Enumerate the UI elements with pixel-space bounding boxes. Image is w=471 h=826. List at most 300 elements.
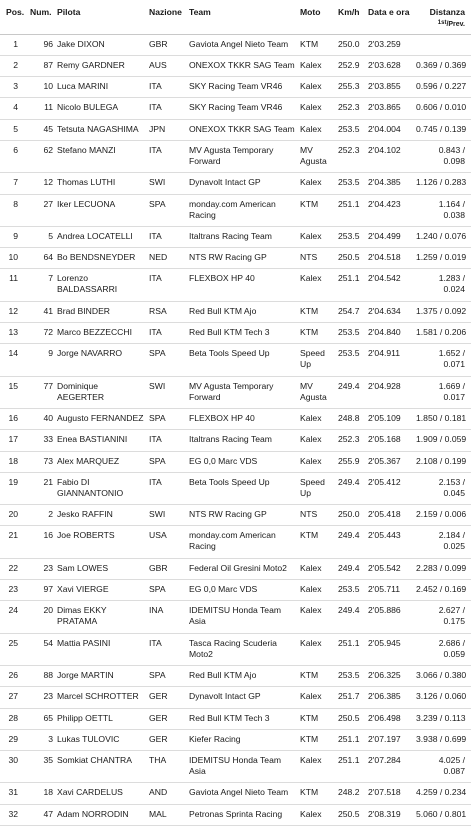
cell-time: 2'04.518 xyxy=(366,248,414,269)
col-header-kmh: Km/h xyxy=(336,0,366,34)
cell-time: 2'04.102 xyxy=(366,140,414,172)
table-row xyxy=(0,601,471,633)
cell-num: 62 xyxy=(28,140,55,172)
cell-nation: ITA xyxy=(147,77,187,98)
cell-bike: KTM xyxy=(298,708,336,729)
cell-num: 10 xyxy=(28,77,55,98)
cell-rider: Alex MARQUEZ xyxy=(55,451,147,472)
cell-pos: 28 xyxy=(0,708,28,729)
cell-time: 2'04.385 xyxy=(366,173,414,194)
cell-num: 88 xyxy=(28,665,55,686)
cell-time: 2'05.412 xyxy=(366,472,414,504)
cell-time: 2'05.109 xyxy=(366,408,414,429)
col-header-nation: Nazione xyxy=(147,0,187,34)
cell-num: 97 xyxy=(28,580,55,601)
cell-gap xyxy=(414,34,471,55)
cell-team: Red Bull KTM Tech 3 xyxy=(187,323,298,344)
cell-nation: ITA xyxy=(147,98,187,119)
col-header-rider: Pilota xyxy=(55,0,147,34)
col-header-num: Num. xyxy=(28,0,55,34)
table-row xyxy=(0,323,471,344)
cell-bike: MV Agusta xyxy=(298,140,336,172)
cell-nation: SWI xyxy=(147,173,187,194)
cell-num: 21 xyxy=(28,472,55,504)
cell-bike: Kalex xyxy=(298,601,336,633)
cell-gap: 1.164 / 0.038 xyxy=(414,194,471,226)
cell-pos: 6 xyxy=(0,140,28,172)
cell-nation: ITA xyxy=(147,472,187,504)
cell-rider: Andrea LOCATELLI xyxy=(55,226,147,247)
cell-team: Federal Oil Gresini Moto2 xyxy=(187,558,298,579)
cell-nation: GER xyxy=(147,687,187,708)
cell-rider: Xavi CARDELUS xyxy=(55,783,147,804)
cell-team: Petronas Sprinta Racing xyxy=(187,804,298,825)
cell-bike: KTM xyxy=(298,783,336,804)
cell-rider: Dominique AEGERTER xyxy=(55,376,147,408)
cell-rider: Nicolo BULEGA xyxy=(55,98,147,119)
cell-kmh: 252.3 xyxy=(336,430,366,451)
cell-pos: 4 xyxy=(0,98,28,119)
cell-num: 54 xyxy=(28,633,55,665)
cell-rider: Lukas TULOVIC xyxy=(55,729,147,750)
cell-gap: 0.745 / 0.139 xyxy=(414,119,471,140)
cell-gap: 1.259 / 0.019 xyxy=(414,248,471,269)
cell-team: Beta Tools Speed Up xyxy=(187,472,298,504)
cell-nation: ITA xyxy=(147,269,187,301)
cell-bike: Kalex xyxy=(298,687,336,708)
cell-kmh: 249.4 xyxy=(336,526,366,558)
cell-rider: Joe ROBERTS xyxy=(55,526,147,558)
cell-bike: NTS xyxy=(298,248,336,269)
cell-kmh: 251.1 xyxy=(336,269,366,301)
col-header-gap xyxy=(414,0,471,34)
cell-nation: SPA xyxy=(147,408,187,429)
cell-pos: 18 xyxy=(0,451,28,472)
cell-team: Kiefer Racing xyxy=(187,729,298,750)
cell-kmh: 253.5 xyxy=(336,665,366,686)
cell-bike: Speed Up xyxy=(298,344,336,376)
cell-rider: Philipp OETTL xyxy=(55,708,147,729)
cell-team: monday.com American Racing xyxy=(187,526,298,558)
cell-time: 2'03.865 xyxy=(366,98,414,119)
cell-rider: Jorge MARTIN xyxy=(55,665,147,686)
cell-bike: Kalex xyxy=(298,633,336,665)
cell-num: 87 xyxy=(28,55,55,76)
cell-bike: KTM xyxy=(298,301,336,322)
cell-team: SKY Racing Team VR46 xyxy=(187,98,298,119)
cell-pos: 15 xyxy=(0,376,28,408)
cell-bike: Speed Up xyxy=(298,472,336,504)
cell-rider: Jake DIXON xyxy=(55,34,147,55)
cell-gap: 3.126 / 0.060 xyxy=(414,687,471,708)
cell-kmh: 251.7 xyxy=(336,687,366,708)
cell-pos: 19 xyxy=(0,472,28,504)
cell-nation: RSA xyxy=(147,301,187,322)
cell-gap: 3.938 / 0.699 xyxy=(414,729,471,750)
cell-team: IDEMITSU Honda Team Asia xyxy=(187,601,298,633)
cell-team: EG 0,0 Marc VDS xyxy=(187,580,298,601)
cell-team: Dynavolt Intact GP xyxy=(187,173,298,194)
cell-num: 65 xyxy=(28,708,55,729)
cell-rider: Fabio DI GIANNANTONIO xyxy=(55,472,147,504)
cell-team: Italtrans Racing Team xyxy=(187,430,298,451)
cell-num: 16 xyxy=(28,526,55,558)
cell-pos: 14 xyxy=(0,344,28,376)
cell-team: ONEXOX TKKR SAG Team xyxy=(187,55,298,76)
cell-team: Tasca Racing Scuderia Moto2 xyxy=(187,633,298,665)
cell-pos: 13 xyxy=(0,323,28,344)
table-row xyxy=(0,558,471,579)
cell-gap: 1.126 / 0.283 xyxy=(414,173,471,194)
cell-kmh: 255.3 xyxy=(336,77,366,98)
cell-team: monday.com American Racing xyxy=(187,194,298,226)
cell-bike: Kalex xyxy=(298,226,336,247)
cell-pos: 32 xyxy=(0,804,28,825)
cell-num: 12 xyxy=(28,173,55,194)
cell-num: 27 xyxy=(28,194,55,226)
cell-rider: Enea BASTIANINI xyxy=(55,430,147,451)
cell-num: 35 xyxy=(28,751,55,783)
cell-pos: 21 xyxy=(0,526,28,558)
cell-rider: Iker LECUONA xyxy=(55,194,147,226)
cell-bike: KTM xyxy=(298,323,336,344)
table-row xyxy=(0,55,471,76)
col-header-team: Team xyxy=(187,0,298,34)
cell-bike: Kalex xyxy=(298,451,336,472)
cell-bike: Kalex xyxy=(298,558,336,579)
cell-rider: Bo BENDSNEYDER xyxy=(55,248,147,269)
table-row xyxy=(0,269,471,301)
cell-time: 2'07.197 xyxy=(366,729,414,750)
cell-kmh: 249.4 xyxy=(336,558,366,579)
cell-kmh: 253.5 xyxy=(336,226,366,247)
cell-pos: 20 xyxy=(0,505,28,526)
cell-bike: KTM xyxy=(298,729,336,750)
cell-kmh: 252.3 xyxy=(336,140,366,172)
table-row xyxy=(0,665,471,686)
cell-kmh: 255.9 xyxy=(336,451,366,472)
cell-num: 18 xyxy=(28,783,55,804)
cell-nation: ITA xyxy=(147,323,187,344)
cell-rider: Brad BINDER xyxy=(55,301,147,322)
cell-bike: Kalex xyxy=(298,77,336,98)
table-row xyxy=(0,783,471,804)
cell-pos: 5 xyxy=(0,119,28,140)
cell-team: NTS RW Racing GP xyxy=(187,248,298,269)
cell-num: 41 xyxy=(28,301,55,322)
cell-rider: Mattia PASINI xyxy=(55,633,147,665)
cell-bike: Kalex xyxy=(298,173,336,194)
cell-gap: 1.669 / 0.017 xyxy=(414,376,471,408)
cell-gap: 0.369 / 0.369 xyxy=(414,55,471,76)
cell-rider: Luca MARINI xyxy=(55,77,147,98)
cell-bike: Kalex xyxy=(298,580,336,601)
cell-gap: 5.060 / 0.801 xyxy=(414,804,471,825)
table-row xyxy=(0,408,471,429)
cell-team: MV Agusta Temporary Forward xyxy=(187,376,298,408)
cell-nation: GER xyxy=(147,729,187,750)
cell-time: 2'05.886 xyxy=(366,601,414,633)
cell-rider: Augusto FERNANDEZ xyxy=(55,408,147,429)
cell-num: 20 xyxy=(28,601,55,633)
cell-pos: 2 xyxy=(0,55,28,76)
cell-rider: Tetsuta NAGASHIMA xyxy=(55,119,147,140)
cell-rider: Xavi VIERGE xyxy=(55,580,147,601)
cell-time: 2'04.911 xyxy=(366,344,414,376)
cell-gap: 1.581 / 0.206 xyxy=(414,323,471,344)
cell-num: 77 xyxy=(28,376,55,408)
cell-nation: ITA xyxy=(147,226,187,247)
cell-kmh: 251.1 xyxy=(336,729,366,750)
cell-rider: Sam LOWES xyxy=(55,558,147,579)
table-row xyxy=(0,505,471,526)
cell-kmh: 253.5 xyxy=(336,119,366,140)
cell-kmh: 250.0 xyxy=(336,505,366,526)
cell-rider: Adam NORRODIN xyxy=(55,804,147,825)
cell-nation: SWI xyxy=(147,505,187,526)
cell-num: 23 xyxy=(28,687,55,708)
cell-nation: SWI xyxy=(147,376,187,408)
table-row xyxy=(0,119,471,140)
col-header-gap-sup: 1st xyxy=(437,20,447,26)
cell-team: ONEXOX TKKR SAG Team xyxy=(187,119,298,140)
cell-bike: Kalex xyxy=(298,430,336,451)
cell-gap: 1.375 / 0.092 xyxy=(414,301,471,322)
cell-bike: Kalex xyxy=(298,804,336,825)
cell-pos: 26 xyxy=(0,665,28,686)
cell-kmh: 250.5 xyxy=(336,804,366,825)
cell-kmh: 251.1 xyxy=(336,194,366,226)
cell-nation: NED xyxy=(147,248,187,269)
cell-rider: Jorge NAVARRO xyxy=(55,344,147,376)
cell-gap: 2.627 / 0.175 xyxy=(414,601,471,633)
cell-kmh: 248.8 xyxy=(336,408,366,429)
col-header-time: Data e ora xyxy=(366,0,414,34)
cell-team: Italtrans Racing Team xyxy=(187,226,298,247)
cell-time: 2'07.284 xyxy=(366,751,414,783)
cell-gap: 1.283 / 0.024 xyxy=(414,269,471,301)
cell-pos: 17 xyxy=(0,430,28,451)
cell-gap: 2.159 / 0.006 xyxy=(414,505,471,526)
cell-team: Red Bull KTM Ajo xyxy=(187,665,298,686)
cell-kmh: 253.5 xyxy=(336,323,366,344)
cell-time: 2'04.840 xyxy=(366,323,414,344)
cell-team: Gaviota Angel Nieto Team xyxy=(187,34,298,55)
cell-nation: THA xyxy=(147,751,187,783)
cell-kmh: 252.9 xyxy=(336,55,366,76)
cell-kmh: 249.4 xyxy=(336,601,366,633)
cell-bike: Kalex xyxy=(298,269,336,301)
cell-time: 2'06.385 xyxy=(366,687,414,708)
cell-pos: 22 xyxy=(0,558,28,579)
cell-team: FLEXBOX HP 40 xyxy=(187,269,298,301)
cell-rider: Stefano MANZI xyxy=(55,140,147,172)
cell-gap: 1.652 / 0.071 xyxy=(414,344,471,376)
cell-kmh: 248.2 xyxy=(336,783,366,804)
cell-rider: Somkiat CHANTRA xyxy=(55,751,147,783)
cell-nation: ITA xyxy=(147,430,187,451)
cell-nation: SPA xyxy=(147,194,187,226)
cell-time: 2'06.325 xyxy=(366,665,414,686)
table-body xyxy=(0,34,471,826)
cell-time: 2'05.945 xyxy=(366,633,414,665)
cell-team: EG 0,0 Marc VDS xyxy=(187,451,298,472)
cell-time: 2'06.498 xyxy=(366,708,414,729)
cell-pos: 8 xyxy=(0,194,28,226)
cell-pos: 3 xyxy=(0,77,28,98)
cell-num: 2 xyxy=(28,505,55,526)
cell-nation: MAL xyxy=(147,804,187,825)
cell-team: FLEXBOX HP 40 xyxy=(187,408,298,429)
cell-team: Gaviota Angel Nieto Team xyxy=(187,783,298,804)
cell-time: 2'05.418 xyxy=(366,505,414,526)
cell-team: SKY Racing Team VR46 xyxy=(187,77,298,98)
cell-time: 2'04.004 xyxy=(366,119,414,140)
cell-time: 2'05.711 xyxy=(366,580,414,601)
cell-gap: 2.184 / 0.025 xyxy=(414,526,471,558)
table-row xyxy=(0,451,471,472)
cell-gap: 2.108 / 0.199 xyxy=(414,451,471,472)
cell-gap: 2.283 / 0.099 xyxy=(414,558,471,579)
cell-time: 2'05.443 xyxy=(366,526,414,558)
cell-team: Beta Tools Speed Up xyxy=(187,344,298,376)
cell-time: 2'05.367 xyxy=(366,451,414,472)
table-row xyxy=(0,804,471,825)
table-row xyxy=(0,140,471,172)
cell-time: 2'03.259 xyxy=(366,34,414,55)
table-row xyxy=(0,526,471,558)
cell-kmh: 251.1 xyxy=(336,633,366,665)
cell-gap: 1.850 / 0.181 xyxy=(414,408,471,429)
cell-nation: GBR xyxy=(147,34,187,55)
cell-bike: Kalex xyxy=(298,55,336,76)
cell-num: 72 xyxy=(28,323,55,344)
cell-bike: Kalex xyxy=(298,408,336,429)
cell-num: 96 xyxy=(28,34,55,55)
cell-nation: GBR xyxy=(147,558,187,579)
cell-gap: 2.153 / 0.045 xyxy=(414,472,471,504)
cell-nation: GER xyxy=(147,708,187,729)
cell-num: 33 xyxy=(28,430,55,451)
cell-rider: Dimas EKKY PRATAMA xyxy=(55,601,147,633)
cell-bike: KTM xyxy=(298,34,336,55)
cell-num: 73 xyxy=(28,451,55,472)
col-header-bike: Moto xyxy=(298,0,336,34)
cell-bike: NTS xyxy=(298,505,336,526)
cell-pos: 24 xyxy=(0,601,28,633)
table-row xyxy=(0,344,471,376)
cell-bike: KTM xyxy=(298,194,336,226)
cell-time: 2'05.542 xyxy=(366,558,414,579)
cell-team: NTS RW Racing GP xyxy=(187,505,298,526)
col-header-gap-sub: /Prev. xyxy=(446,21,465,28)
cell-gap: 0.843 / 0.098 xyxy=(414,140,471,172)
table-row xyxy=(0,301,471,322)
table-row xyxy=(0,226,471,247)
cell-kmh: 249.4 xyxy=(336,376,366,408)
cell-num: 40 xyxy=(28,408,55,429)
cell-num: 5 xyxy=(28,226,55,247)
col-header-pos: Pos. xyxy=(0,0,28,34)
cell-num: 9 xyxy=(28,344,55,376)
cell-kmh: 250.5 xyxy=(336,708,366,729)
cell-gap: 4.259 / 0.234 xyxy=(414,783,471,804)
cell-nation: AUS xyxy=(147,55,187,76)
cell-num: 45 xyxy=(28,119,55,140)
cell-time: 2'04.634 xyxy=(366,301,414,322)
cell-rider: Marco BEZZECCHI xyxy=(55,323,147,344)
cell-kmh: 253.5 xyxy=(336,344,366,376)
cell-gap: 1.909 / 0.059 xyxy=(414,430,471,451)
table-row xyxy=(0,173,471,194)
cell-pos: 12 xyxy=(0,301,28,322)
cell-kmh: 249.4 xyxy=(336,472,366,504)
cell-rider: Lorenzo BALDASSARRI xyxy=(55,269,147,301)
cell-time: 2'08.319 xyxy=(366,804,414,825)
cell-time: 2'04.542 xyxy=(366,269,414,301)
table-row xyxy=(0,472,471,504)
cell-pos: 31 xyxy=(0,783,28,804)
cell-kmh: 252.3 xyxy=(336,98,366,119)
cell-nation: USA xyxy=(147,526,187,558)
cell-nation: ITA xyxy=(147,633,187,665)
cell-time: 2'03.855 xyxy=(366,77,414,98)
cell-nation: SPA xyxy=(147,451,187,472)
cell-pos: 11 xyxy=(0,269,28,301)
cell-pos: 25 xyxy=(0,633,28,665)
cell-rider: Marcel SCHROTTER xyxy=(55,687,147,708)
cell-time: 2'04.423 xyxy=(366,194,414,226)
cell-bike: Kalex xyxy=(298,119,336,140)
cell-nation: SPA xyxy=(147,344,187,376)
table-header-row xyxy=(0,0,471,34)
cell-num: 23 xyxy=(28,558,55,579)
table-row xyxy=(0,633,471,665)
cell-nation: INA xyxy=(147,601,187,633)
cell-pos: 1 xyxy=(0,34,28,55)
cell-time: 2'05.168 xyxy=(366,430,414,451)
cell-pos: 29 xyxy=(0,729,28,750)
cell-team: Dynavolt Intact GP xyxy=(187,687,298,708)
table-row xyxy=(0,708,471,729)
cell-num: 11 xyxy=(28,98,55,119)
cell-nation: SPA xyxy=(147,665,187,686)
cell-bike: KTM xyxy=(298,665,336,686)
cell-pos: 30 xyxy=(0,751,28,783)
cell-gap: 2.686 / 0.059 xyxy=(414,633,471,665)
cell-gap: 3.239 / 0.113 xyxy=(414,708,471,729)
cell-num: 3 xyxy=(28,729,55,750)
cell-pos: 9 xyxy=(0,226,28,247)
cell-pos: 10 xyxy=(0,248,28,269)
cell-kmh: 254.7 xyxy=(336,301,366,322)
cell-time: 2'04.928 xyxy=(366,376,414,408)
table-row xyxy=(0,34,471,55)
cell-nation: JPN xyxy=(147,119,187,140)
cell-num: 64 xyxy=(28,248,55,269)
cell-kmh: 250.0 xyxy=(336,34,366,55)
cell-team: Red Bull KTM Tech 3 xyxy=(187,708,298,729)
table-row xyxy=(0,580,471,601)
cell-rider: Remy GARDNER xyxy=(55,55,147,76)
cell-bike: KTM xyxy=(298,526,336,558)
cell-team: MV Agusta Temporary Forward xyxy=(187,140,298,172)
table-row xyxy=(0,376,471,408)
cell-kmh: 253.5 xyxy=(336,580,366,601)
table-row xyxy=(0,729,471,750)
cell-bike: Kalex xyxy=(298,98,336,119)
cell-nation: ITA xyxy=(147,140,187,172)
